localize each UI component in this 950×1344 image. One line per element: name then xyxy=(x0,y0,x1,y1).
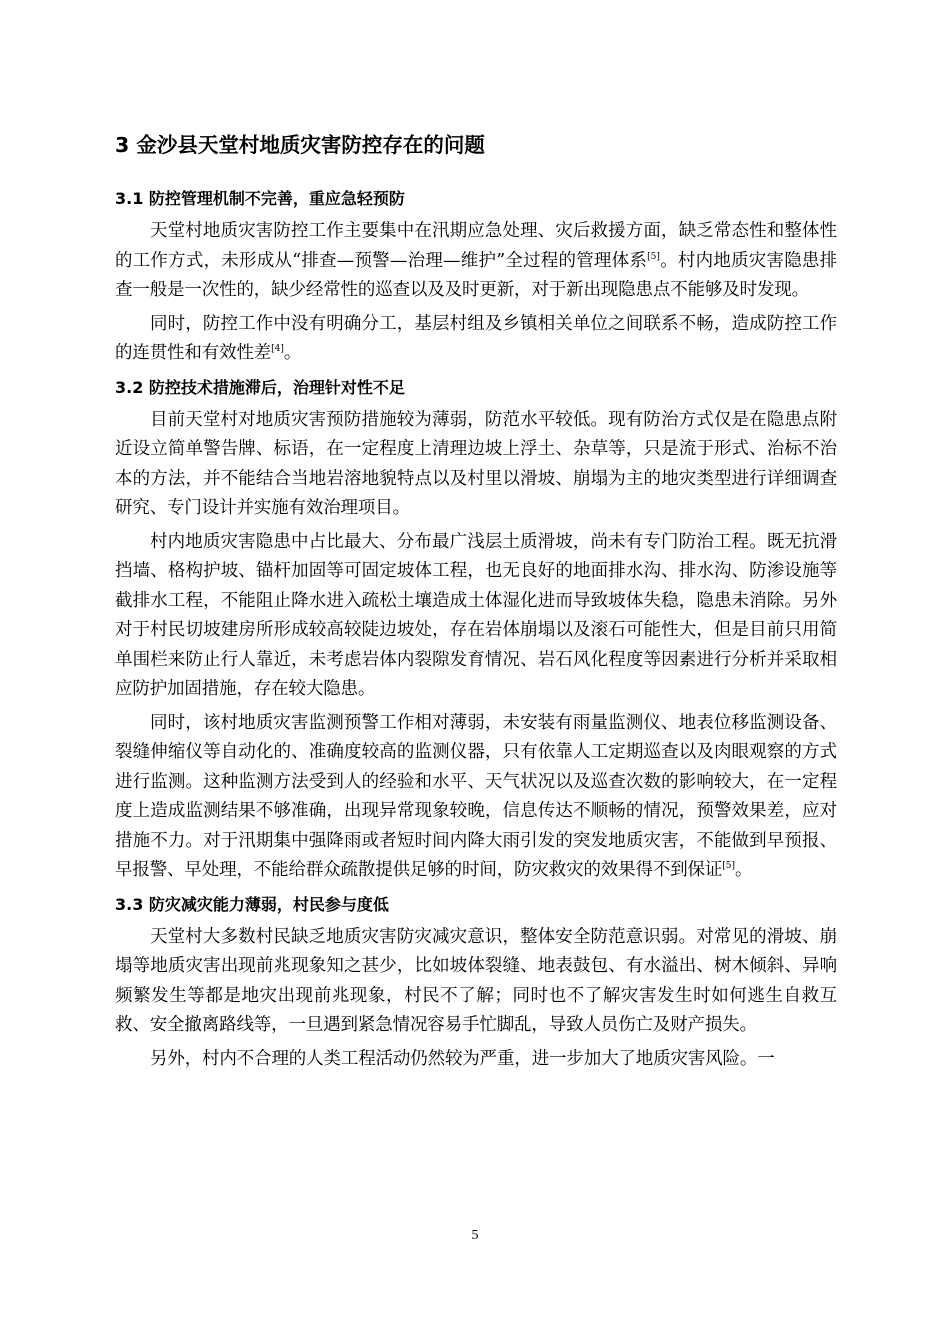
page-body xyxy=(115,128,837,1078)
paragraph: 同时，该村地质灾害监测预警工作相对薄弱，未安装有雨量监测仪、地表位移监测设备、裂缝伸缩仪等自动化的、准确度较高的监测仪器，只有依靠人工定期巡查以及肉眼观察的方式进行监测。这种监测方法受到人的经验和水平、天气状况以及巡查次数的影响较大，在一定程度上造成监测结果不够准确，出现异常现象较晚，信息传达不顺畅的情况，预警效果差，应对措施不力。对于汛期集中强降雨或者短时间内降大雨引发的突发地质灾害，不能做到早预报、早报警、早处理，不能给群众疏散提供足够的时间，防灾救灾的效果得不到保证[5]。 xyxy=(115,712,837,880)
section-heading: 3.2 防控技术措施滞后，治理针对性不足 xyxy=(115,377,405,397)
paragraph: 天堂村大多数村民缺乏地质灾害防灾减灾意识，整体安全防范意识弱。对常见的滑坡、崩塌等地质灾害出现前兆现象知之甚少，比如坡体裂缝、地表鼓包、有水溢出、树木倾斜、异响频繁发生等都是地灾出现前兆现象，村民不了解；同时也不了解灾害发生时如何逃生自救互救、安全撤离路线等，一旦遇到紧急情况容易手忙脚乱，导致人员伤亡及财产损失。 xyxy=(115,926,837,1035)
section-heading: 3.1 防控管理机制不完善，重应急轻预防 xyxy=(115,189,405,208)
paragraph: 同时，防控工作中没有明确分工，基层村组及乡镇相关单位之间联系不畅，造成防控工作的连贯性和有效性差[4]。 xyxy=(115,313,837,363)
section-heading: 3.3 防灾减灾能力薄弱，村民参与度低 xyxy=(115,894,389,914)
citation[interactable]: [5] xyxy=(647,251,660,262)
paragraph: 目前天堂村对地质灾害预防措施较为薄弱，防范水平较低。现有防治方式仅是在隐患点附近设立简单警告牌、标语，在一定程度上清理边坡上浮土、杂草等，只是流于形式、治标不治本的方法，并不能结合当地岩溶地貌特点以及村里以滑坡、崩塌为主的地灾类型进行详细调查研究、专门设计并实施有效治理项目。 xyxy=(115,409,837,518)
page-number: 5 xyxy=(471,1228,479,1243)
paragraph: 天堂村地质灾害防控工作主要集中在汛期应急处理、灾后救援方面，缺乏常态性和整体性的工作方式，未形成从“排查—预警—治理—维护”全过程的管理体系[5]。村内地质灾害隐患排查一般是一次性的，缺少经常性的巡查以及及时更新，对于新出现隐患点不能够及时发现。 xyxy=(115,221,838,300)
paragraph: 另外，村内不合理的人类工程活动仍然较为严重，进一步加大了地质灾害风险。一 xyxy=(150,1048,775,1069)
paragraph: 村内地质灾害隐患中占比最大、分布最广浅层土质滑坡，尚未有专门防治工程。既无抗滑挡墙、格构护坡、锚杆加固等可固定坡体工程，也无良好的地面排水沟、排水沟、防渗设施等截排水工程，不能阻止降水进入疏松土壤造成土体湿化进而导致坡体失稳，隐患未消除。另外对于村民切坡建房所形成较高较陡边坡处，存在岩体崩塌以及滚石可能性大，但是目前只用简单围栏来防止行人靠近，未考虑岩体内裂隙发育情况、岩石风化程度等因素进行分析并采取相应防护加固措施，存在较大隐患。 xyxy=(115,531,837,699)
citation[interactable]: [4] xyxy=(271,344,284,354)
chapter-title: 3 金沙县天堂村地质灾害防控存在的问题 xyxy=(115,133,485,157)
citation[interactable]: [5] xyxy=(722,861,735,871)
